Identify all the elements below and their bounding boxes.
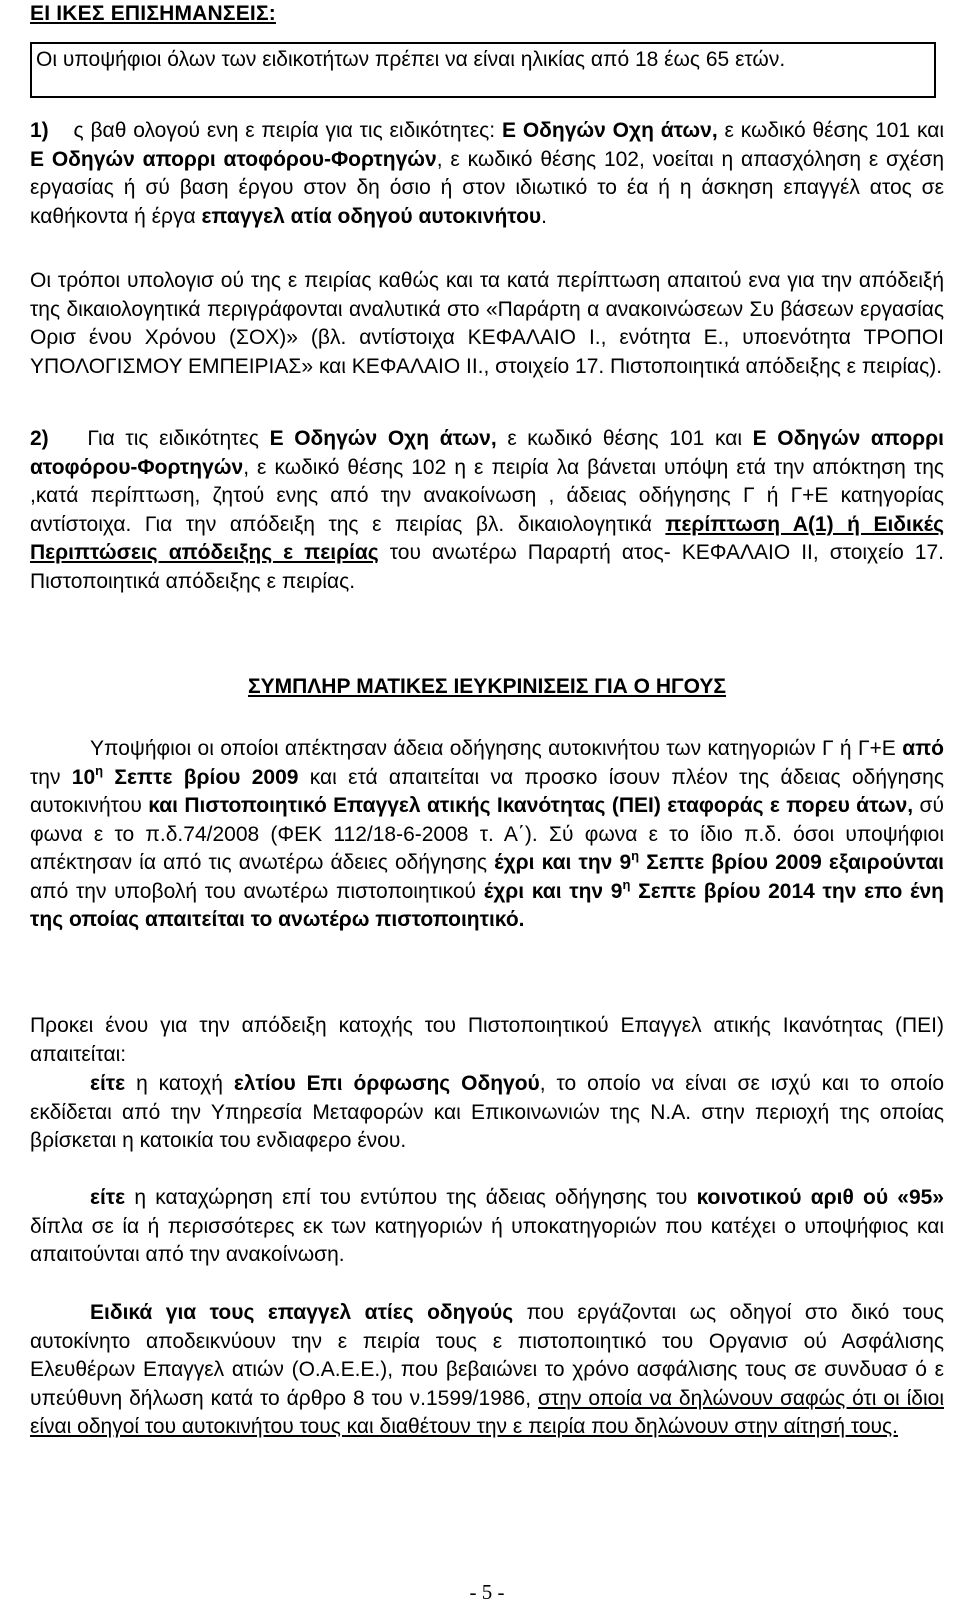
item-number: 1) xyxy=(30,119,49,142)
item-number: 2) xyxy=(30,427,49,450)
paragraph-option-code-95: είτε η καταχώρηση επί του εντύπου της άδειας οδήγησης του κοινοτικού αριθ ού «95» δίπλα σε ία ή περισσότερες εκ των κατηγοριών ή υποκατηγοριών που κατέχει ο υποψήφιος και απαιτούνται από την ανακοίνωση. xyxy=(30,1186,944,1266)
paragraph-self-employed-drivers: Ειδικά για τους επαγγελ ατίες οδηγούς που εργάζονται ως οδηγοί στο δικό τους αυτοκίνητο αποδεικνύουν την ε πειρία τους ε πιστοποιητικό του Οργανισ ού Ασφάλισης Ελευθέρων Επαγγελ ατιών (Ο.Α.Ε.Ε.), που βεβαιώνει το χρόνο ασφάλισης τους σε συνδυασ ό ε υπεύθυνη δήλωση κατά το άρθρο 8 του ν.1599/1986, στην οποία να δηλώνουν σαφώς ότι οι ίδιοι είναι οδηγοί του αυτοκινήτου τους και διαθέτουν την ε πειρία που δηλώνουν στην αίτησή τους. xyxy=(30,1301,945,1438)
paragraph-experience-license: 2) Για τις ειδικότητες Ε Οδηγών Οχη άτων, ε κωδικό θέσης 101 και Ε Οδηγών απορρι ατοφόρου-Φορτηγών, ε κωδικό θέσης 102 η ε πειρία λα βάνεται υπόψη ετά την απόκτηση της ,κατά περίπτωση, ζητού ενης από την ανακοίνωση , άδειας οδήγησης Γ ή Γ+Ε κατηγορίας αντίστοιχα. Για την απόδειξη της ε πειρίας βλ. δικαιολογητικά περίπτωση Α(1) ή Ειδικές Περιπτώσεις απόδειξης ε πειρίας του ανωτέρω Παραρτή ατος- ΚΕΦΑΛΑΙΟ ΙΙ, στοιχείο 17. Πιστοποιητικά απόδειξης ε πειρίας. xyxy=(30,427,945,593)
paragraph-pei-proof: Προκει ένου για την απόδειξη κατοχής του Πιστοποιητικού Επαγγελ ατικής Ικανότητας (ΠΕΙ) απαιτείται: xyxy=(30,1014,944,1066)
paragraph-option-certificate: είτε η κατοχή ελτίου Επι όρφωσης Οδηγού, το οποίο να είναι σε ισχύ και το οποίο εκδίδεται από την Υπηρεσία Μεταφορών και Επικοινωνιών της Ν.Α. στην περιοχή της οποίας βρίσκεται η κατοικία του ενδιαφερο ένου. xyxy=(30,1072,944,1152)
paragraph-pei-requirement: Υποψήφιοι οι οποίοι απέκτησαν άδεια οδήγησης αυτοκινήτου των κατηγοριών Γ ή Γ+Ε από την $10^\eta$ Σεπτε βρίου 2009 και ετά απαιτείται να προσκο ίσουν πλέον της άδειας οδήγησης αυτοκινήτου και Πιστοποιητικό Επαγγελ ατικής Ικανότητας (ΠΕΙ) εταφοράς ε πορευ άτων, σύ φωνα ε το π.δ.74/2008 (ΦΕΚ 112/18-6-2008 τ. Α΄). Σύ φωνα ε το ίδιο π.δ. όσοι υποψήφιοι απέκτησαν ία από τις ανωτέρω άδειες οδήγησης έχρι και την $9^\eta$ Σεπτε βρίου 2009 εξαιρούνται από την υποβολή του ανωτέρω πιστοποιητικού έχρι και την $9^\eta$ Σεπτε βρίου 2014 την επο ένη της οποίας απαιτείται το ανωτέρω πιστοποιητικό. xyxy=(30,737,945,931)
page-number: - 5 - xyxy=(469,1580,505,1604)
drivers-clarifications-heading: ΣΥΜΠΛΗΡ ΜΑΤΙΚΕΣ ΙΕΥΚΡΙΝΙΣΕΙΣ ΓΙΑ Ο ΗΓΟΥΣ xyxy=(248,675,726,698)
paragraph-calculation-methods: Οι τρόποι υπολογισ ού της ε πειρίας καθώς και τα κατά περίπτωση απαιτού ενα για την απόδειξή της δικαιολογητικά περιγράφονται αναλυτικά στο «Παράρτη α ανακοινώσεων Συ βάσεων εργασίας Ορισ ένου Χρόνου (ΣΟΧ)» (βλ. αντίστοιχα ΚΕΦΑΛΑΙΟ Ι., ενότητα Ε., υποενότητα ΤΡΟΠΟΙ ΥΠΟΛΟΓΙΣΜΟΥ ΕΜΠΕΙΡΙΑΣ» και ΚΕΦΑΛΑΙΟ ΙΙ., στοιχείο 17. Πιστοποιητικά απόδειξης ε πειρίας). xyxy=(30,269,944,378)
special-notes-heading: ΕΙ ΙΚΕΣ ΕΠΙΣΗΜΑΝΣΕΙΣ: xyxy=(30,2,276,25)
age-notice-box: Οι υποψήφιοι όλων των ειδικοτήτων πρέπει να είναι ηλικίας από 18 έως 65 ετών. xyxy=(30,42,936,98)
paragraph-experience-definition: 1) ς βαθ ολογού ενη ε πειρία για τις ειδικότητες: Ε Οδηγών Οχη άτων, ε κωδικό θέσης 101 και Ε Οδηγών απορρι ατοφόρου-Φορτηγών, ε κωδικό θέσης 102, νοείται η απασχόληση ε σχέση εργασίας ή σύ βαση έργου στον δη όσιο ή στον ιδιωτικό το έα ή η άσκηση επαγγέλ ατος σε καθήκοντα ή έργα επαγγελ ατία οδηγού αυτοκινήτου. xyxy=(30,119,945,228)
